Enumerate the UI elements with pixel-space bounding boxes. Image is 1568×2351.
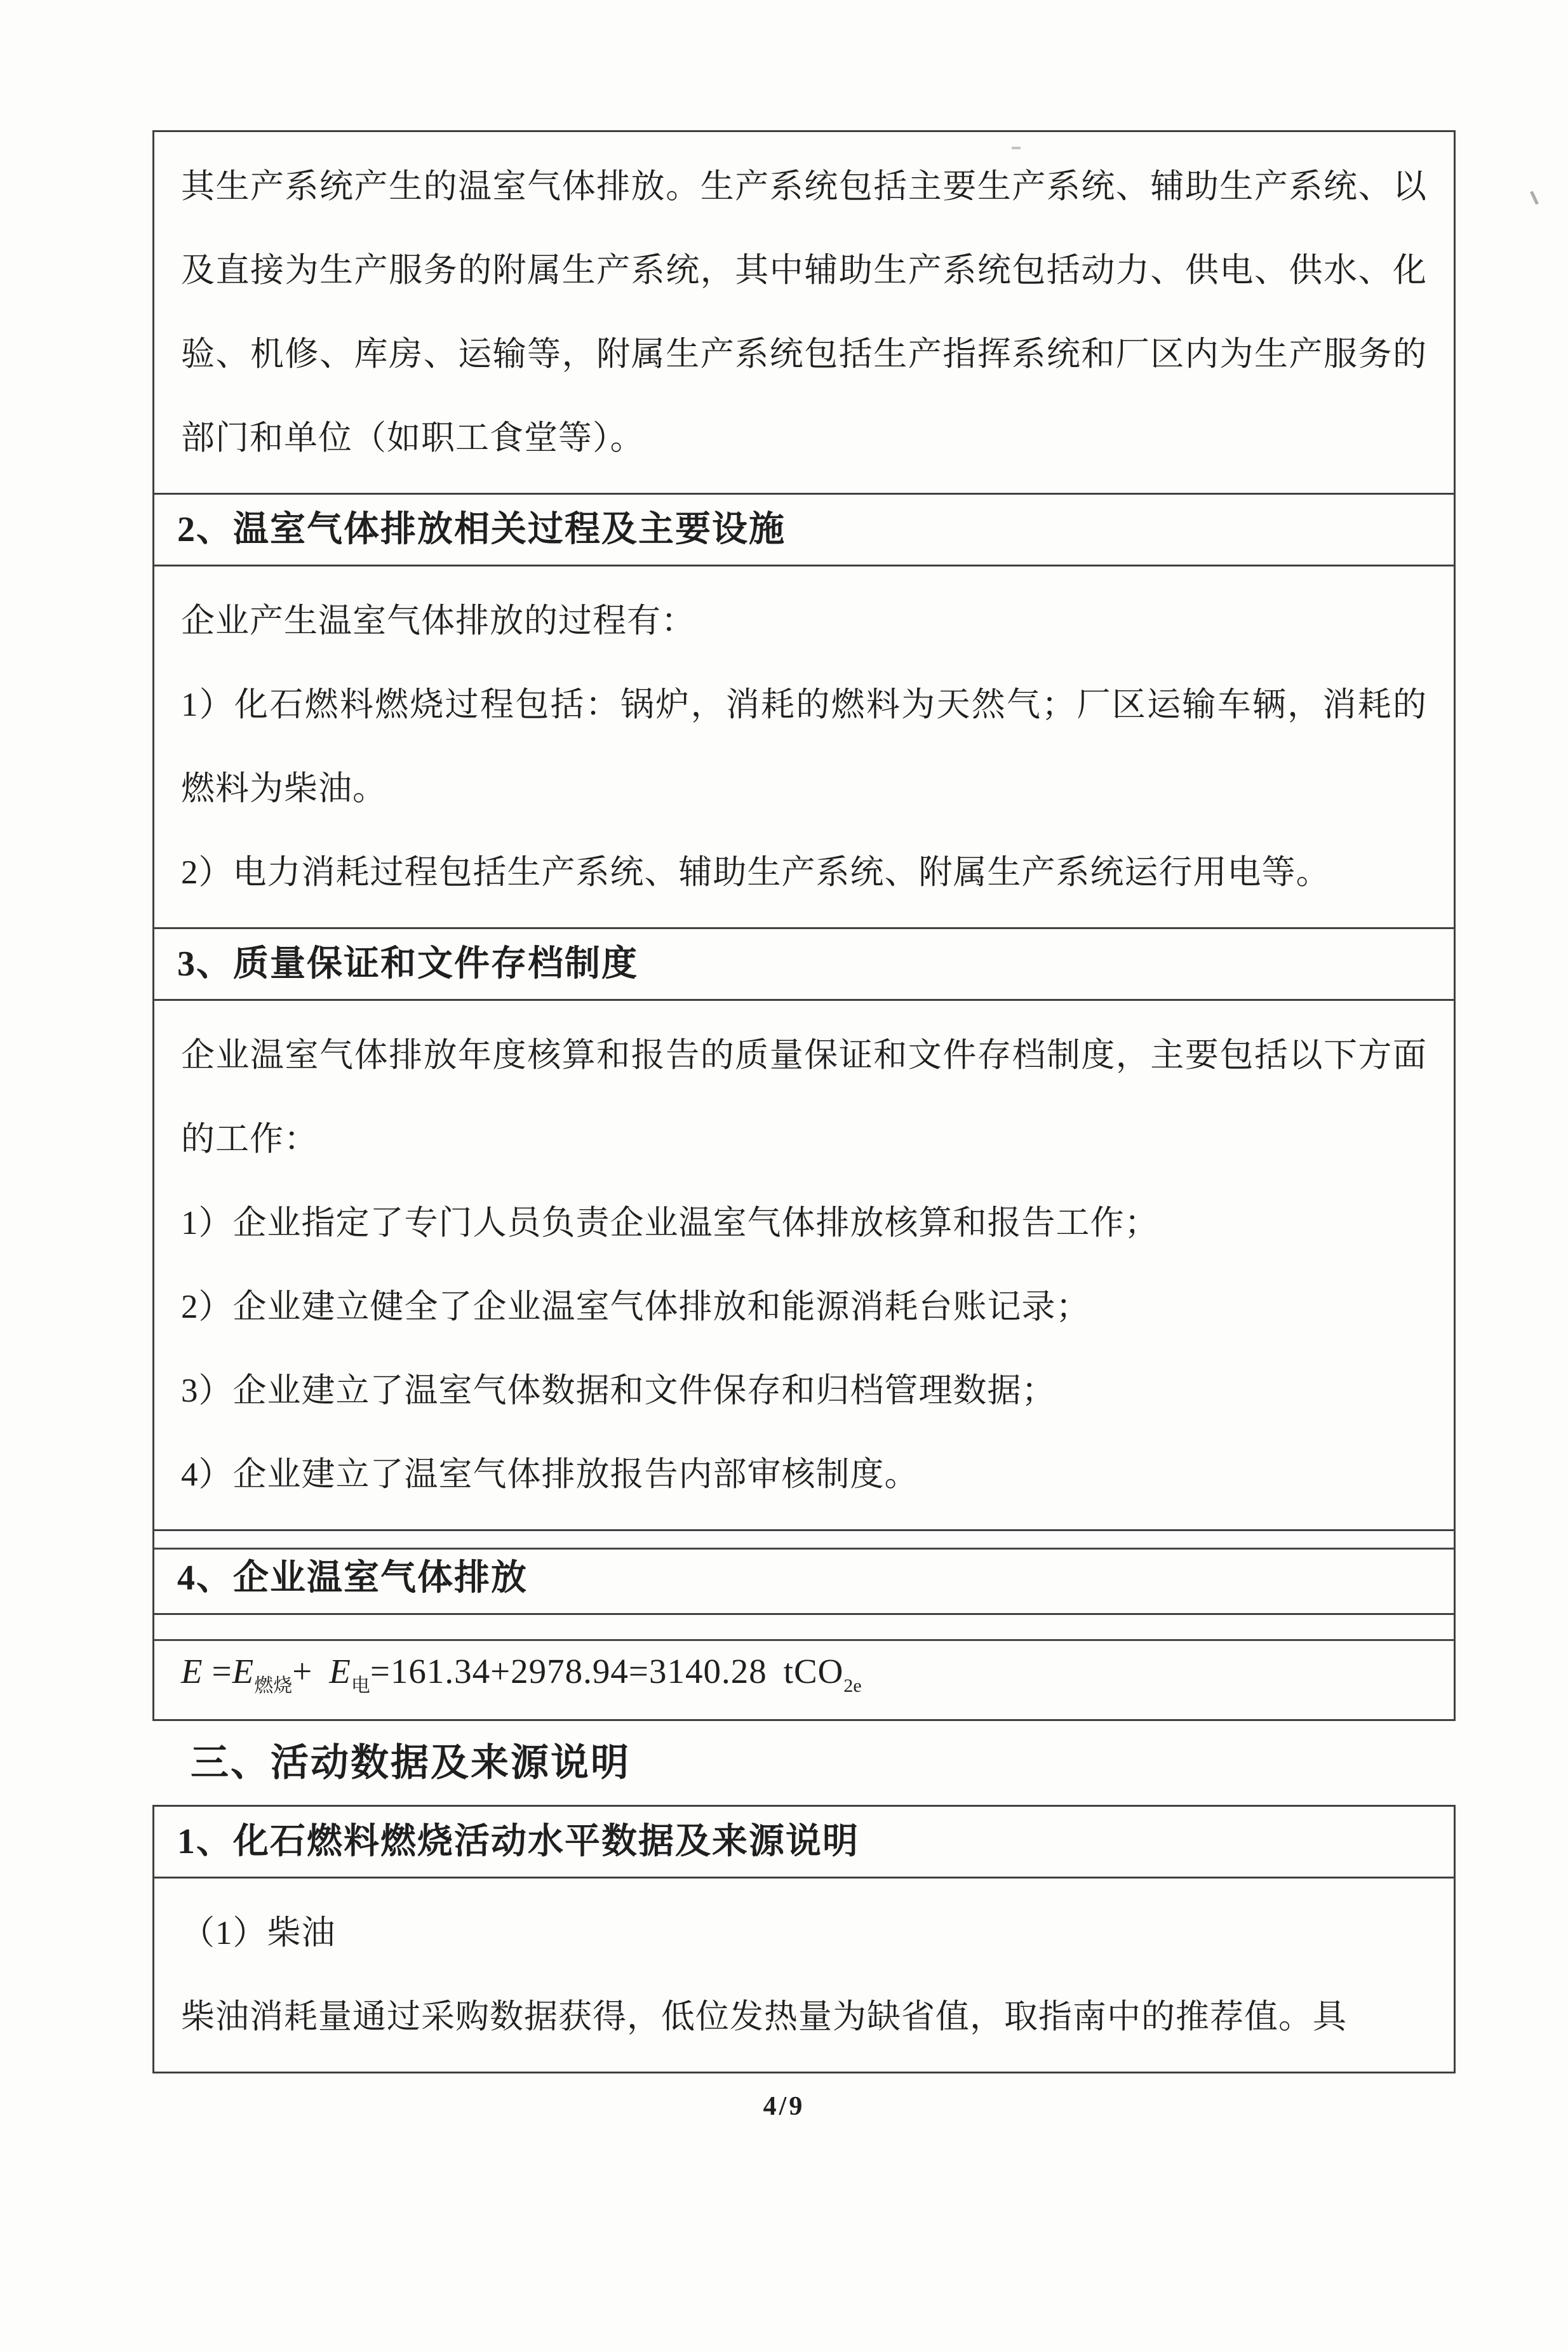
diesel-body-row <box>154 1877 1454 2072</box>
paragraph: 企业产生温室气体排放的过程有： <box>181 603 695 640</box>
emissions-formula-row <box>154 1613 1454 1719</box>
report-table-activity-data <box>152 1805 1456 2073</box>
scan-artifact <box>1012 147 1021 149</box>
formula-equals: = <box>211 1652 232 1691</box>
formula-result: =161.34+2978.94=3140.28 <box>370 1652 767 1691</box>
fossil-fuel-data-header-row <box>154 1807 1454 1877</box>
formula-variable-E: E <box>181 1652 203 1691</box>
section-header: 4、企业温室气体排放 <box>177 1558 528 1598</box>
section-4-header-row <box>154 1529 1454 1613</box>
section-3-body-row <box>154 999 1454 1529</box>
section-2-header-row <box>154 493 1454 565</box>
chapter-3-heading: 三、活动数据及来源说明 <box>191 1742 631 1784</box>
section-header: 3、质量保证和文件存档制度 <box>177 944 638 984</box>
paragraph: 3）企业建立了温室气体数据和文件保存和归档管理数据； <box>181 1372 1056 1409</box>
scanned-document-page <box>0 130 1568 2351</box>
formula-unit: tCO <box>783 1652 844 1691</box>
paragraph: 2）电力消耗过程包括生产系统、辅助生产系统、附属生产系统运行用电等。 <box>181 854 1330 891</box>
scan-artifact <box>1530 191 1539 204</box>
formula-unit-subscript: 2e <box>843 1675 862 1696</box>
section-3-header-row <box>154 927 1454 999</box>
emissions-total-formula <box>181 1652 862 1696</box>
formula-subscript-electricity: 电 <box>351 1675 370 1696</box>
paragraph: 1）化石燃料燃烧过程包括：锅炉，消耗的燃料为天然气；厂区运输车辆，消耗的燃料为柴油。 <box>181 687 1427 807</box>
formula-subscript-combustion: 燃烧 <box>254 1675 293 1696</box>
section-2-body-row <box>154 565 1454 927</box>
continuation-text-row <box>154 132 1454 493</box>
report-table-main <box>152 130 1456 1721</box>
paragraph: （1）柴油 <box>181 1915 336 1952</box>
paragraph: 柴油消耗量通过采购数据获得，低位发热量为缺省值，取指南中的推荐值。具 <box>181 1999 1347 2035</box>
paragraph: 1）企业指定了专门人员负责企业温室气体排放核算和报告工作； <box>181 1205 1159 1242</box>
formula-variable-E-electricity: E <box>329 1652 351 1691</box>
page-number: 4/9 <box>763 2092 805 2121</box>
formula-variable-E-combustion: E <box>232 1652 255 1691</box>
paragraph: 企业温室气体排放年度核算和报告的质量保证和文件存档制度，主要包括以下方面的工作： <box>181 1037 1427 1158</box>
section-header: 2、温室气体排放相关过程及主要设施 <box>177 510 786 549</box>
paragraph: 其生产系统产生的温室气体排放。生产系统包括主要生产系统、辅助生产系统、以及直接为生产服务的附属生产系统，其中辅助生产系统包括动力、供电、供水、化验、机修、库房、运输等，附属生产系统包括生产指挥系统和厂区内为生产服务的部门和单位（如职工食堂等）。 <box>181 168 1427 457</box>
section-header: 1、化石燃料燃烧活动水平数据及来源说明 <box>177 1822 859 1861</box>
paragraph: 4）企业建立了温室气体排放报告内部审核制度。 <box>181 1456 919 1493</box>
formula-plus: + <box>292 1652 313 1691</box>
paragraph: 2）企业建立健全了企业温室气体排放和能源消耗台账记录； <box>181 1289 1090 1325</box>
